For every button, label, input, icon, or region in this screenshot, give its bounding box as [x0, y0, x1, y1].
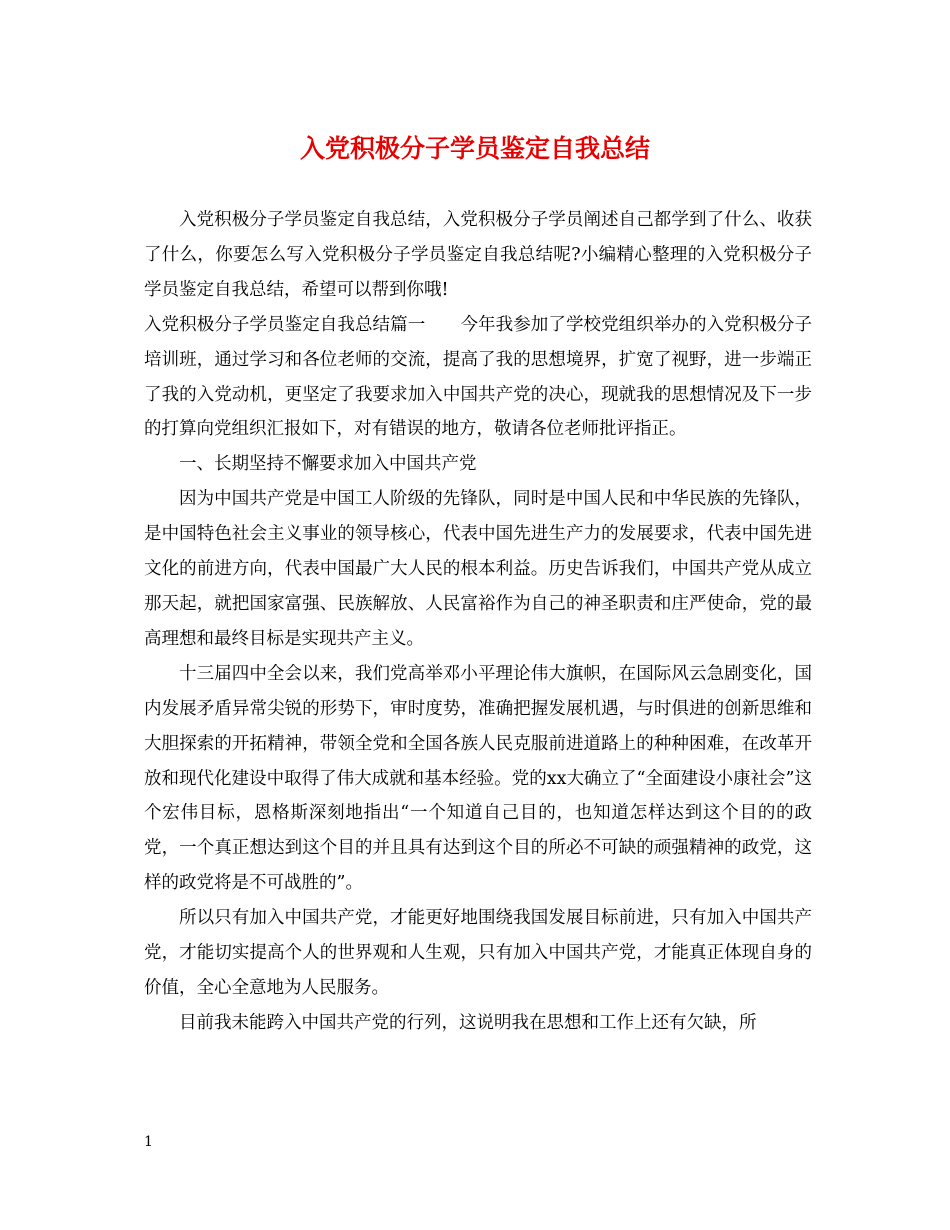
document-body [144, 203, 812, 1041]
section-heading: 一、长期坚持不懈要求加入中国共产党 [179, 454, 477, 475]
paragraph-join-reason: 所以只有加入中国共产党，才能更好地围绕我国发展目标前进，只有加入中国共产党，才能切实提高个人的世界观和人生观，只有加入中国共产党，才能真正体现自身的价值，全心全意地为人民服务。 [144, 908, 812, 998]
page-number: 1 [144, 1134, 153, 1150]
paragraph-current-status: 目前我未能跨入中国共产党的行列，这说明我在思想和工作上还有欠缺，所 [179, 1012, 757, 1033]
document-title: 入党积极分子学员鉴定自我总结 [299, 134, 650, 163]
paragraph-intro: 入党积极分子学员鉴定自我总结，入党积极分子学员阐述自己都学到了什么、收获了什么，你要怎么写入党积极分子学员鉴定自我总结呢?小编精心整理的入党积极分子学员鉴定自我总结，希望可以帮到你哦! [144, 210, 812, 300]
paragraph-party-role: 因为中国共产党是中国工人阶级的先锋队，同时是中国人民和中华民族的先锋队，是中国特色社会主义事业的领导核心，代表中国先进生产力的发展要求，代表中国先进文化的前进方向，代表中国最广大人民的根本利益。历史告诉我们，中国共产党从成立那天起，就把国家富强、民族解放、人民富裕作为自己的神圣职责和庄严使命，党的最高理想和最终目标是实现共产主义。 [144, 489, 812, 649]
paragraph-part-one: 入党积极分子学员鉴定自我总结篇一 今年我参加了学校党组织举办的入党积极分子培训班，通过学习和各位老师的交流，提高了我的思想境界，扩宽了视野，进一步端正了我的入党动机，更坚定了我要求加入中国共产党的决心，现就我的思想情况及下一步的打算向党组织汇报如下，对有错误的地方，敬请各位老师批评指正。 [144, 314, 812, 440]
paragraph-history: 十三届四中全会以来，我们党高举邓小平理论伟大旗帜，在国际风云急剧变化，国内发展矛盾异常尖锐的形势下，审时度势，准确把握发展机遇，与时俱进的创新思维和大胆探索的开拓精神，带领全党和全国各族人民克服前进道路上的种种困难，在改革开放和现代化建设中取得了伟大成就和基本经验。党的xx大确立了“全面建设小康社会”这个宏伟目标，恩格斯深刻地指出“一个知道自己目的，也知道怎样达到这个目的的政党，一个真正想达到这个目的并且具有达到这个目的所必不可缺的顽强精神的政党，这样的政党将是不可战胜的”。 [144, 663, 812, 894]
